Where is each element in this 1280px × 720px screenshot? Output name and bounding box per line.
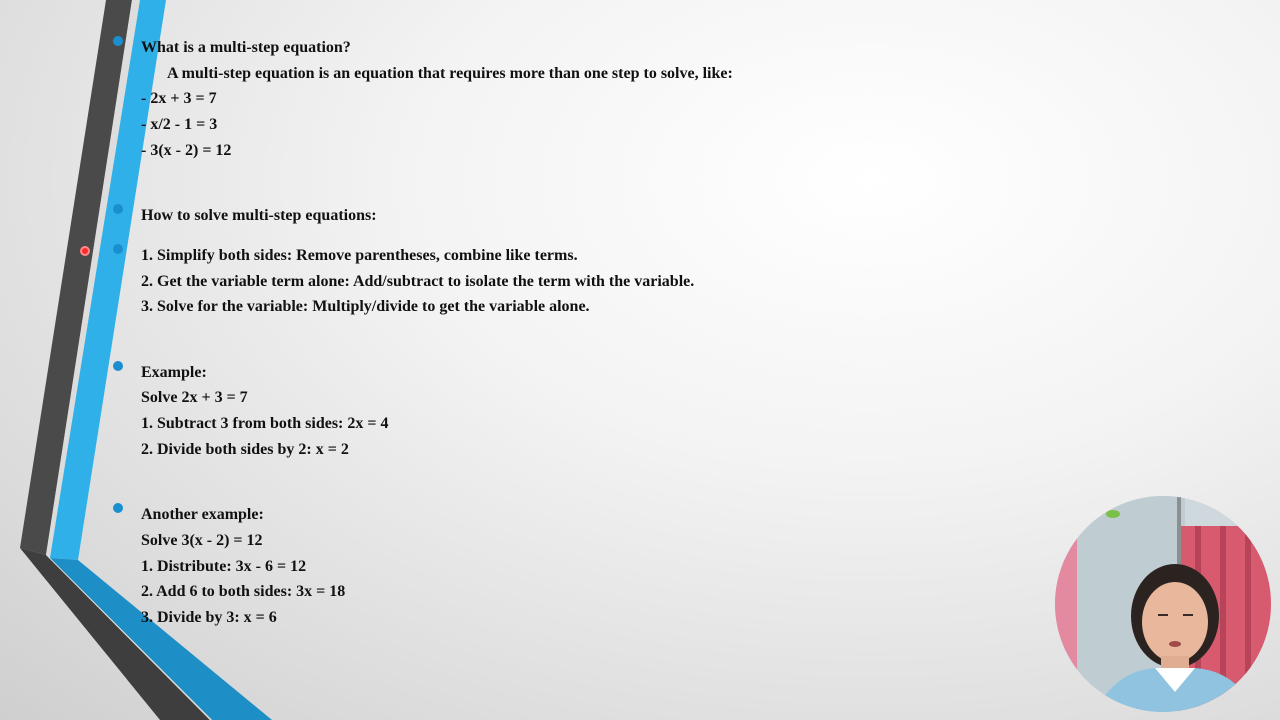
example-line: 2. Divide both sides by 2: x = 2 bbox=[141, 441, 349, 458]
example-equation: - 2x + 3 = 7 bbox=[141, 90, 217, 107]
section-bullet bbox=[113, 503, 123, 513]
example-line: Solve 2x + 3 = 7 bbox=[141, 389, 248, 406]
presenter-video bbox=[1055, 496, 1271, 712]
webcam-presenter bbox=[1055, 496, 1271, 712]
step-item: 3. Solve for the variable: Multiply/divide to get the variable alone. bbox=[141, 298, 590, 315]
section-heading: Example: bbox=[141, 364, 207, 381]
step-item: 1. Simplify both sides: Remove parentheses, combine like terms. bbox=[141, 247, 578, 264]
step-item: 2. Get the variable term alone: Add/subtract to isolate the term with the variable. bbox=[141, 273, 695, 290]
section-bullet bbox=[113, 204, 123, 214]
example-line: 2. Add 6 to both sides: 3x = 18 bbox=[141, 583, 346, 600]
example-line: 1. Subtract 3 from both sides: 2x = 4 bbox=[141, 415, 389, 432]
section-bullet bbox=[113, 244, 123, 254]
section-heading: What is a multi-step equation? bbox=[141, 39, 351, 56]
example-line: Solve 3(x - 2) = 12 bbox=[141, 532, 263, 549]
section-bullet bbox=[113, 36, 123, 46]
example-equation: - 3(x - 2) = 12 bbox=[141, 142, 232, 159]
example-line: 1. Distribute: 3x - 6 = 12 bbox=[141, 558, 307, 575]
section-heading: Another example: bbox=[141, 506, 264, 523]
example-line: 3. Divide by 3: x = 6 bbox=[141, 609, 277, 626]
section-heading: How to solve multi-step equations: bbox=[141, 207, 377, 224]
laser-pointer-icon bbox=[80, 246, 90, 256]
section-bullet bbox=[113, 361, 123, 371]
definition-text: A multi-step equation is an equation that requires more than one step to solve, like: bbox=[167, 65, 733, 82]
example-equation: - x/2 - 1 = 3 bbox=[141, 116, 218, 133]
